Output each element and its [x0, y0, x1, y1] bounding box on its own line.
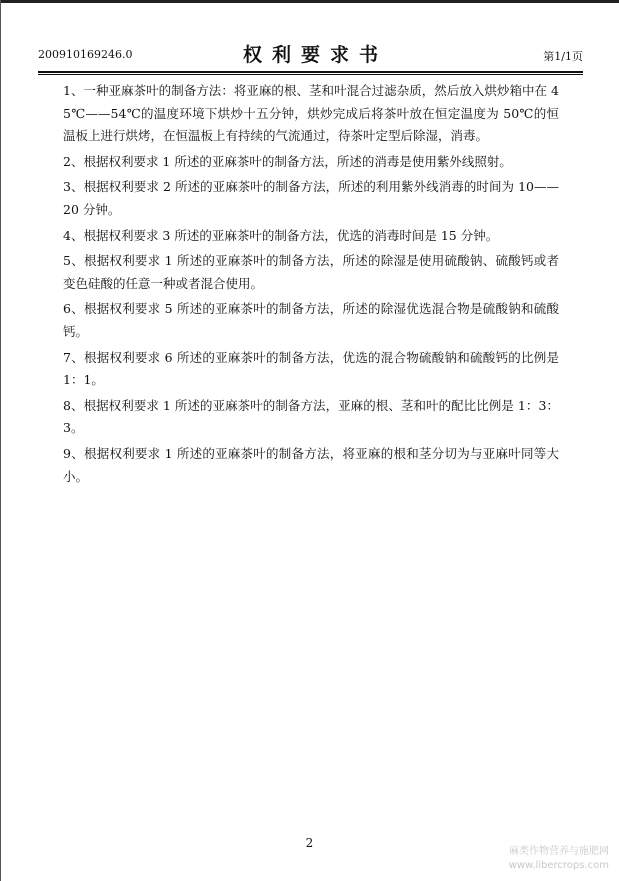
claim-8: 8、根据权利要求 1 所述的亚麻茶叶的制备方法，亚麻的根、茎和叶的配比比例是 1：3：3。 [63, 397, 559, 436]
page-title: 权利要求书 [242, 44, 388, 66]
left-border [0, 0, 1, 881]
watermark-url: www.libercrops.com [508, 860, 609, 871]
claim-1: 1、一种亚麻茶叶的制备方法：将亚麻的根、茎和叶混合过滤杂质，然后放入烘炒箱中在 45℃——54℃的温度环境下烘炒十五分钟，烘炒完成后将茶叶放在恒定温度为 50℃的恒温板上进行烘烤，在恒温板上有持续的气流通过，待茶叶定型后除湿，消毒。 [63, 83, 559, 144]
header-rule-thick [38, 71, 583, 73]
document-header [38, 34, 583, 74]
claim-7: 7、根据权利要求 6 所述的亚麻茶叶的制备方法，优选的混合物硫酸钠和硫酸钙的比例是 1：1。 [63, 349, 559, 388]
claim-6: 6、根据权利要求 5 所述的亚麻茶叶的制备方法，所述的除湿优选混合物是硫酸钠和硫酸钙。 [63, 301, 559, 339]
claim-2: 2、根据权利要求 1 所述的亚麻茶叶的制备方法，所述的消毒是使用紫外线照射。 [63, 153, 512, 169]
watermark-site-name: 麻类作物营养与施肥网 [509, 846, 609, 857]
top-border [0, 0, 619, 3]
application-number: 200910169246.0 [38, 48, 133, 61]
site-watermark [479, 845, 609, 873]
page-indicator: 第1/1页 [543, 50, 583, 63]
claim-9: 9、根据权利要求 1 所述的亚麻茶叶的制备方法，将亚麻的根和茎分切为与亚麻叶同等大小。 [63, 445, 559, 484]
claims-list [63, 80, 559, 491]
claim-3: 3、根据权利要求 2 所述的亚麻茶叶的制备方法，所述的利用紫外线消毒的时间为 10——20 分钟。 [63, 179, 559, 217]
header-rule-thin [38, 74, 583, 75]
claim-4: 4、根据权利要求 3 所述的亚麻茶叶的制备方法，优选的消毒时间是 15 分钟。 [63, 227, 499, 243]
claim-5: 5、根据权利要求 1 所述的亚麻茶叶的制备方法，所述的除湿是使用硫酸钠、硫酸钙或者变色硅酸的任意一种或者混合使用。 [63, 253, 559, 291]
page-number: 2 [305, 836, 314, 850]
